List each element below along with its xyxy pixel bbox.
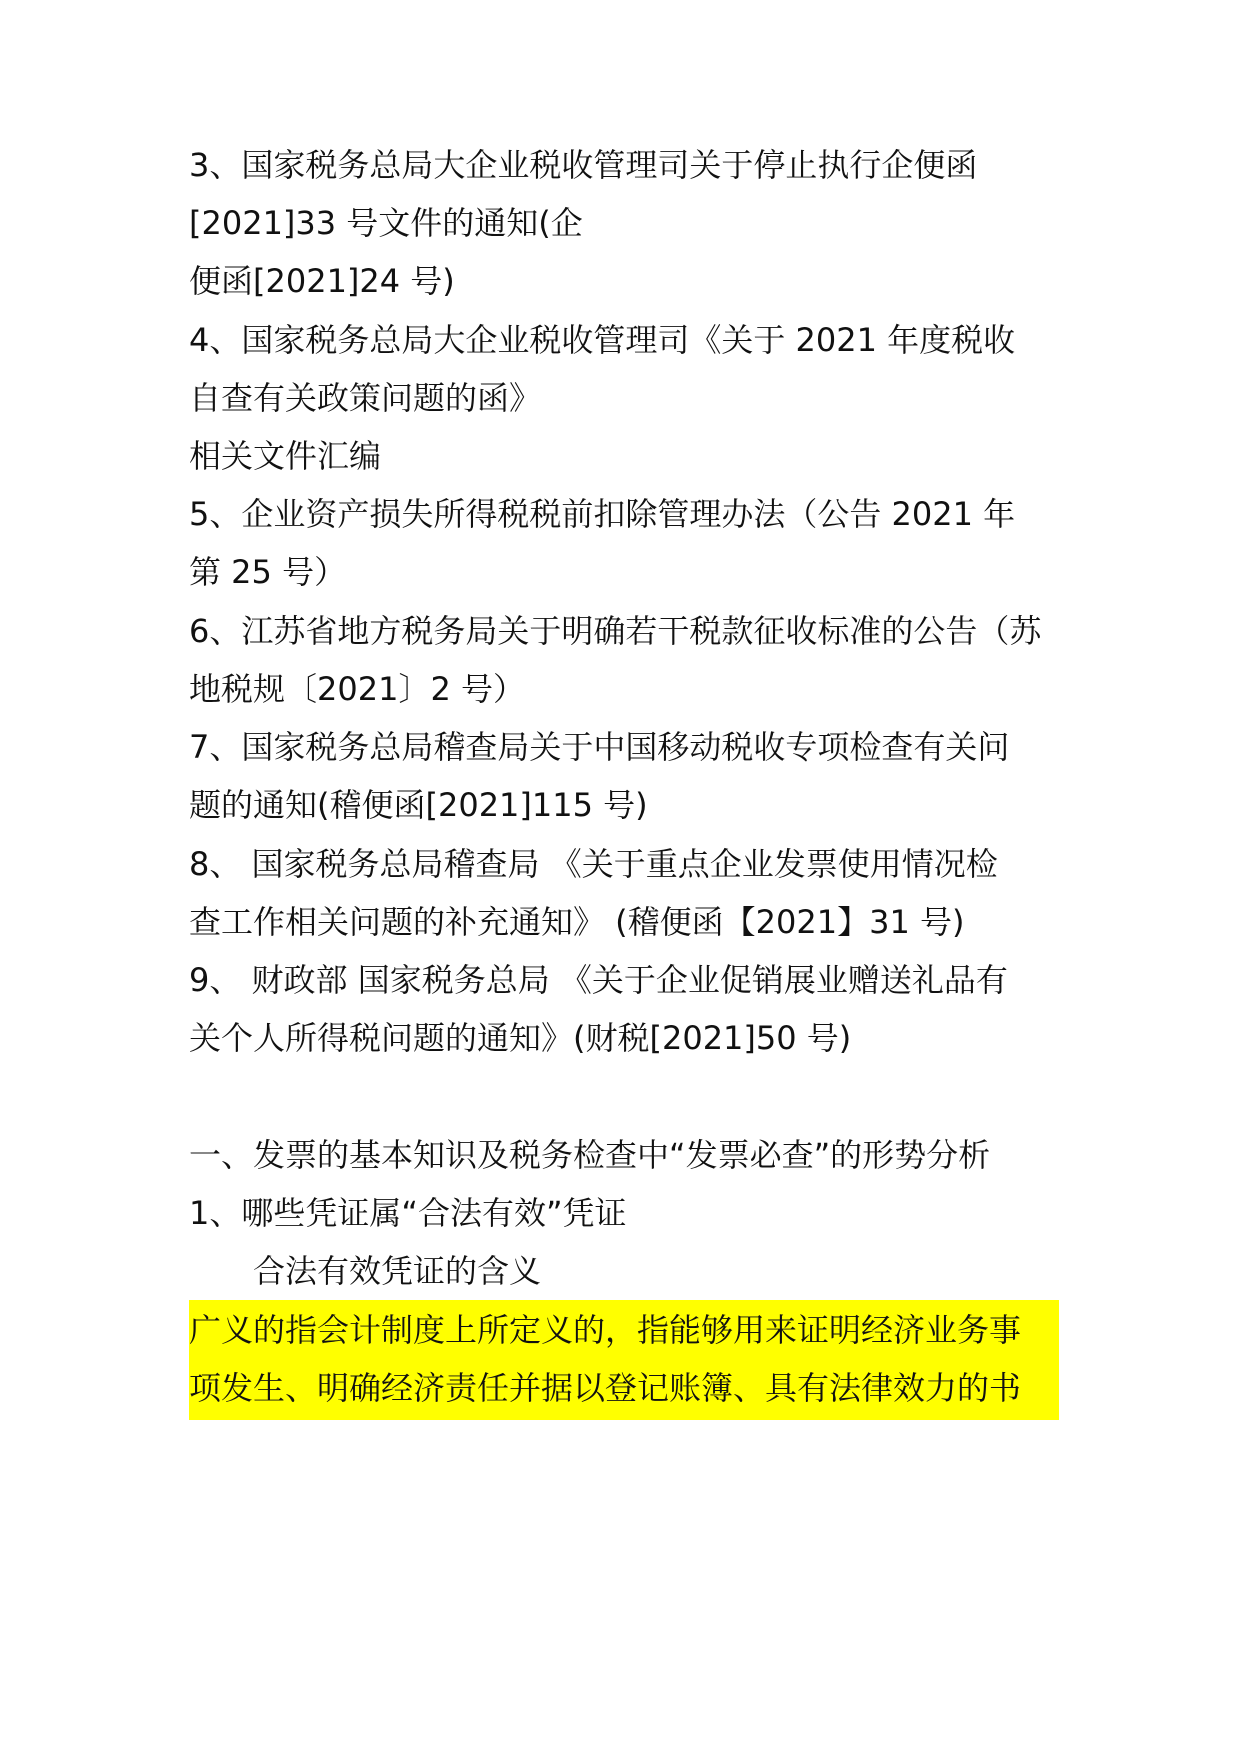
line-item-7b: 题的通知(稽便函[2021]115 号) <box>189 786 648 824</box>
line-item-5a: 5、企业资产损失所得税税前扣除管理办法（公告 2021 年 <box>189 495 1016 533</box>
line-item-8b: 查工作相关问题的补充通知》 (稽便函【2021】31 号) <box>189 903 965 941</box>
heading-item-1: 1、哪些凭证属“合法有效”凭证 <box>189 1194 627 1232</box>
heading-section-one: 一、发票的基本知识及税务检查中“发票必查”的形势分析 <box>189 1136 991 1174</box>
line-item-8a: 8、 国家税务总局稽查局 《关于重点企业发票使用情况检 <box>189 845 998 883</box>
line-item-4a: 4、国家税务总局大企业税收管理司《关于 2021 年度税收 <box>189 321 1016 359</box>
line-item-3a: 3、国家税务总局大企业税收管理司关于停止执行企便函 <box>189 146 978 184</box>
subheading-definition: 合法有效凭证的含义 <box>253 1252 542 1290</box>
line-item-3b: [2021]33 号文件的通知(企 <box>189 204 583 242</box>
line-item-6a: 6、江苏省地方税务局关于明确若干税款征收标准的公告（苏 <box>189 612 1042 650</box>
line-item-6b: 地税规〔2021〕2 号） <box>189 670 525 708</box>
line-item-4b: 自查有关政策问题的函》 <box>189 379 542 417</box>
highlighted-line-1: 广义的指会计制度上所定义的，指能够用来证明经济业务事 <box>189 1311 1022 1349</box>
line-item-5b: 第 25 号） <box>189 553 347 591</box>
section-subtitle: 相关文件汇编 <box>189 437 382 475</box>
highlighted-line-2: 项发生、明确经济责任并据以登记账簿、具有法律效力的书 <box>189 1369 1022 1407</box>
line-item-3c: 便函[2021]24 号) <box>189 262 455 300</box>
line-item-9b: 关个人所得税问题的通知》(财税[2021]50 号) <box>189 1019 852 1057</box>
line-item-9a: 9、 财政部 国家税务总局 《关于企业促销展业赠送礼品有 <box>189 961 1008 999</box>
line-item-7a: 7、国家税务总局稽查局关于中国移动税收专项检查有关问 <box>189 728 1010 766</box>
